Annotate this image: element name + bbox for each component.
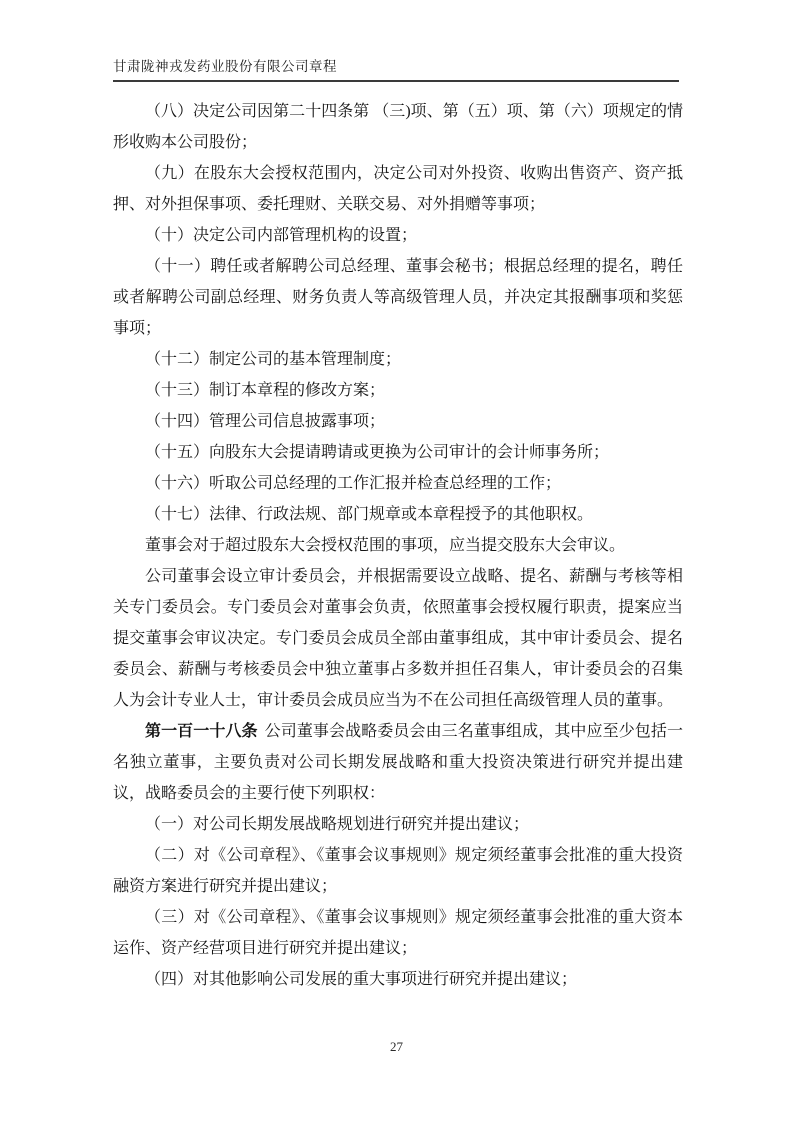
paragraph: [113, 220, 683, 251]
paragraph-text: （十六）听取公司总经理的工作汇报并检查总经理的工作；: [145, 475, 562, 492]
page-number: 27: [390, 1039, 403, 1054]
paragraph: [113, 468, 683, 499]
paragraph-text: （一）对公司长期发展战略规划进行研究并提出建议；: [145, 816, 530, 833]
paragraph-text: （十三）制订本章程的修改方案；: [145, 382, 386, 399]
paragraph: [113, 96, 683, 158]
paragraph: [113, 499, 683, 530]
paragraph-text: 董事会对于超过股东大会授权范围的事项，应当提交股东大会审议。: [145, 537, 626, 554]
paragraph: [113, 406, 683, 437]
paragraph-text: 公司董事会战略委员会由三名董事组成，其中应至少包括一名独立董事，主要负责对公司长期发展战略和重大投资决策进行研究并提出建议，战略委员会的主要行使下列职权：: [113, 723, 683, 802]
paragraph-text: （十）决定公司内部管理机构的设置；: [145, 227, 418, 244]
paragraph-text: （四）对其他影响公司发展的重大事项进行研究并提出建议；: [145, 971, 578, 988]
paragraph-text: （三）对《公司章程》、《董事会议事规则》规定须经董事会批准的重大资本运作、资产经营项目进行研究并提出建议；: [113, 909, 683, 957]
document-title: 甘肃陇神戎发药业股份有限公司章程: [113, 59, 337, 74]
paragraph: [113, 251, 683, 344]
paragraph-text: 公司董事会设立审计委员会，并根据需要设立战略、提名、薪酬与考核等相关专门委员会。专门委员会对董事会负责，依照董事会授权履行职责，提案应当提交董事会审议决定。专门委员会成员全部由董事组成，其中审计委员会、提名委员会、薪酬与考核委员会中独立董事占多数并担任召集人，审计委员会的召集人为会计专业人士，审计委员会成员应当为不在公司担任高级管理人员的董事。: [113, 568, 683, 709]
paragraph-text: （十五）向股东大会提请聘请或更换为公司审计的会计师事务所；: [145, 444, 610, 461]
paragraph-text: （九）在股东大会授权范围内，决定公司对外投资、收购出售资产、资产抵押、对外担保事项、委托理财、关联交易、对外捐赠等事项；: [113, 165, 683, 213]
document-body: [113, 96, 683, 995]
page-footer: [0, 1038, 793, 1056]
paragraph: [113, 375, 683, 406]
paragraph: [113, 840, 683, 902]
paragraph: [113, 561, 683, 716]
paragraph-text: （十四）管理公司信息披露事项；: [145, 413, 386, 430]
paragraph-text: （十二）制定公司的基本管理制度；: [145, 351, 402, 368]
paragraph: [113, 530, 683, 561]
page-header: [113, 55, 679, 82]
paragraph-text: （二）对《公司章程》、《董事会议事规则》规定须经董事会批准的重大投资融资方案进行研究并提出建议；: [113, 847, 683, 895]
paragraph: [113, 902, 683, 964]
paragraph: [113, 964, 683, 995]
article-118-paragraph: [113, 716, 683, 809]
paragraph: [113, 158, 683, 220]
paragraph: [113, 344, 683, 375]
paragraph-text: （十七）法律、行政法规、部门规章或本章程授予的其他职权。: [145, 506, 594, 523]
article-number: 第一百一十八条: [145, 723, 258, 740]
paragraph: [113, 809, 683, 840]
paragraph: [113, 437, 683, 468]
paragraph-text: （八）决定公司因第二十四条第 （三)项、第（五）项、第（六）项规定的情形收购本公司股份；: [113, 103, 683, 151]
paragraph-text: （十一）聘任或者解聘公司总经理、董事会秘书；根据总经理的提名，聘任或者解聘公司副总经理、财务负责人等高级管理人员，并决定其报酬事项和奖惩事项；: [113, 258, 683, 337]
